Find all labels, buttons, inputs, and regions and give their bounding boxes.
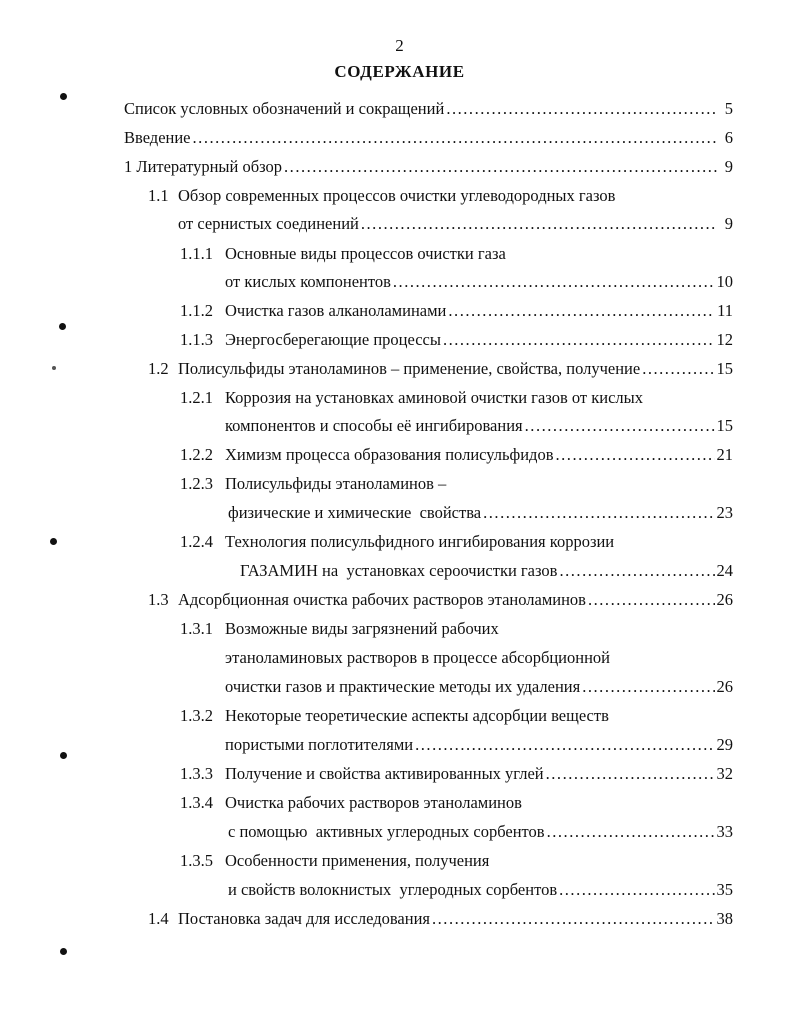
toc-entry-number: 1.1.1: [180, 244, 213, 263]
punch-hole-mark: [50, 538, 57, 545]
toc-entry-1-1-1[interactable]: [180, 242, 733, 266]
toc-entry-1[interactable]: [124, 155, 733, 179]
toc-entry-text: Адсорбционная очистка рабочих растворов этаноламинов: [178, 590, 586, 609]
toc-entry-page: 11: [717, 301, 733, 320]
dot-leader: [284, 155, 717, 179]
dot-leader: [582, 675, 714, 699]
toc-entry-text: Энергосберегающие процессы: [225, 330, 441, 349]
dot-leader: [443, 328, 715, 352]
toc-entry-page: 21: [716, 445, 733, 464]
toc-entry-1-3-4[interactable]: [180, 791, 733, 815]
toc-entry-text: от сернистых соединений: [178, 214, 359, 233]
toc-entry-number: 1.2: [148, 359, 169, 378]
page-number: 2: [395, 36, 404, 55]
dot-leader: [415, 733, 714, 757]
punch-hole-mark: [60, 948, 67, 955]
toc-entry-text: Полисульфиды этаноламинов – применение, свойства, получение: [178, 359, 641, 378]
toc-entry-1-1-3[interactable]: [180, 328, 733, 352]
dot-leader: [588, 588, 715, 612]
toc-entry-1-2-2[interactable]: [180, 443, 733, 467]
toc-entry-1-2-4[interactable]: [180, 530, 733, 554]
toc-entry-text: от кислых компонентов: [225, 272, 391, 291]
toc-entry-page: 24: [716, 561, 733, 580]
toc-entry-text: Химизм процесса образования полисульфидов: [225, 445, 554, 464]
toc-entry-text: Список условных обозначений и сокращений: [124, 99, 445, 118]
punch-hole-mark: [60, 752, 67, 759]
toc-entry-text: Особенности применения, получения: [225, 851, 490, 870]
toc-entry-number: 1.3.5: [180, 851, 213, 870]
toc-entry-1-1[interactable]: [148, 184, 733, 208]
dot-leader: [446, 97, 717, 121]
toc-entry-1-3-4-cont[interactable]: [228, 820, 733, 844]
dot-leader: [556, 443, 715, 467]
toc-entry-1-3[interactable]: [148, 588, 733, 612]
toc-entry-text: Литературный обзор: [136, 157, 283, 176]
toc-entry-1-2-1-cont[interactable]: [225, 414, 733, 438]
toc-entry-number: 1.4: [148, 909, 169, 928]
toc-entry-1-2-3[interactable]: [180, 472, 733, 496]
toc-entry-number: 1.2.4: [180, 532, 213, 551]
toc-entry-number: 1.1.3: [180, 330, 213, 349]
toc-entry-number: 1.3.3: [180, 764, 213, 783]
toc-entry-page: 9: [724, 157, 733, 176]
toc-entry-page: 35: [716, 880, 733, 899]
dot-leader: [432, 907, 715, 931]
toc-entry-1-3-2-cont[interactable]: [225, 733, 733, 757]
toc-entry-page: 38: [716, 909, 733, 928]
toc-entry-number: 1.3: [148, 590, 169, 609]
toc-entry-text: Возможные виды загрязнений рабочих: [225, 619, 499, 638]
toc-entry-page: 15: [716, 359, 733, 378]
toc-entry-page: 12: [716, 330, 733, 349]
dot-leader: [642, 357, 714, 381]
toc-entry-text: физические и химические свойства: [228, 503, 482, 522]
toc-entry-text: Некоторые теоретические аспекты адсорбции веществ: [225, 706, 609, 725]
toc-entry-text: Технология полисульфидного ингибирования коррозии: [225, 532, 615, 551]
scan-speck-mark: [52, 366, 56, 370]
dot-leader: [546, 762, 715, 786]
toc-entry-number: 1.2.3: [180, 474, 213, 493]
toc-entry-1-3-1-cont-a[interactable]: [225, 646, 733, 670]
toc-entry-introduction[interactable]: [124, 126, 733, 150]
toc-entry-1-3-5[interactable]: [180, 849, 733, 873]
toc-entry-1-3-2[interactable]: [180, 704, 733, 728]
toc-entry-1-1-cont[interactable]: [178, 212, 733, 236]
punch-hole-mark: [60, 93, 67, 100]
toc-entry-page: 6: [724, 128, 733, 147]
toc-entry-1-3-1[interactable]: [180, 617, 733, 641]
toc-entry-text: Полисульфиды этаноламинов –: [225, 474, 447, 493]
toc-entry-page: 15: [716, 416, 733, 435]
toc-entry-page: 9: [724, 214, 733, 233]
toc-entry-1-3-3[interactable]: [180, 762, 733, 786]
toc-entry-number: 1.2.1: [180, 388, 213, 407]
toc-entry-page: 26: [716, 677, 733, 696]
toc-entry-text: компонентов и способы её ингибирования: [225, 416, 523, 435]
toc-entry-number: 1.2.2: [180, 445, 213, 464]
toc-entry-text: пористыми поглотителями: [225, 735, 414, 754]
toc-entry-1-2-4-cont[interactable]: [240, 559, 733, 583]
dot-leader: [448, 299, 715, 323]
toc-entry-1-2-1[interactable]: [180, 386, 733, 410]
dot-leader: [193, 126, 717, 150]
toc-entry-page: 26: [716, 590, 733, 609]
toc-entry-number: 1.3.2: [180, 706, 213, 725]
toc-entry-1-1-1-cont[interactable]: [225, 270, 733, 294]
dot-leader: [361, 212, 717, 236]
toc-entry-page: 33: [716, 822, 733, 841]
toc-entry-text: с помощью активных углеродных сорбентов: [228, 822, 545, 841]
toc-entry-1-1-2[interactable]: [180, 299, 733, 323]
toc-entry-1-2[interactable]: [148, 357, 733, 381]
toc-entry-page: 5: [724, 99, 733, 118]
toc-entry-text: Постановка задач для исследования: [178, 909, 430, 928]
dot-leader: [525, 414, 715, 438]
toc-entry-number: 1: [124, 157, 133, 176]
toc-entry-1-3-1-cont-b[interactable]: [225, 675, 733, 699]
punch-hole-mark: [59, 323, 66, 330]
toc-entry-text: Введение: [124, 128, 191, 147]
toc-entry-number: 1.3.4: [180, 793, 213, 812]
dot-leader: [559, 559, 714, 583]
toc-entry-page: 29: [716, 735, 733, 754]
toc-entry-1-4[interactable]: [148, 907, 733, 931]
toc-entry-number: 1.1.2: [180, 301, 213, 320]
toc-entry-number: 1.1: [148, 186, 169, 205]
toc-entry-number: 1.3.1: [180, 619, 213, 638]
toc-entry-text: этаноламиновых растворов в процессе абсорбционной: [225, 648, 610, 667]
toc-entry-text: ГАЗАМИН на установках сероочистки газов: [240, 561, 558, 580]
toc-entry-1-3-5-cont[interactable]: [228, 878, 733, 902]
toc-title: СОДЕРЖАНИЕ: [334, 62, 465, 81]
dot-leader: [483, 501, 714, 525]
toc-entry-text: Коррозия на установках аминовой очистки газов от кислых: [225, 388, 643, 407]
toc-entry-text: Обзор современных процессов очистки углеводородных газов: [178, 186, 616, 205]
toc-entry-page: 23: [716, 503, 733, 522]
toc-entry-text: Очистка газов алканоламинами: [225, 301, 447, 320]
toc-entry-abbreviations[interactable]: [124, 97, 733, 121]
dot-leader: [559, 878, 714, 902]
toc-entry-text: Основные виды процессов очистки газа: [225, 244, 506, 263]
dot-leader: [547, 820, 715, 844]
toc-entry-1-2-3-cont[interactable]: [228, 501, 733, 525]
toc-entry-page: 32: [716, 764, 733, 783]
toc-entry-text: Очистка рабочих растворов этаноламинов: [225, 793, 522, 812]
toc-entry-text: очистки газов и практические методы их удаления: [225, 677, 581, 696]
toc-entry-text: Получение и свойства активированных углей: [225, 764, 544, 783]
dot-leader: [393, 270, 715, 294]
toc-entry-text: и свойств волокнистых углеродных сорбентов: [228, 880, 558, 899]
toc-entry-page: 10: [716, 272, 733, 291]
